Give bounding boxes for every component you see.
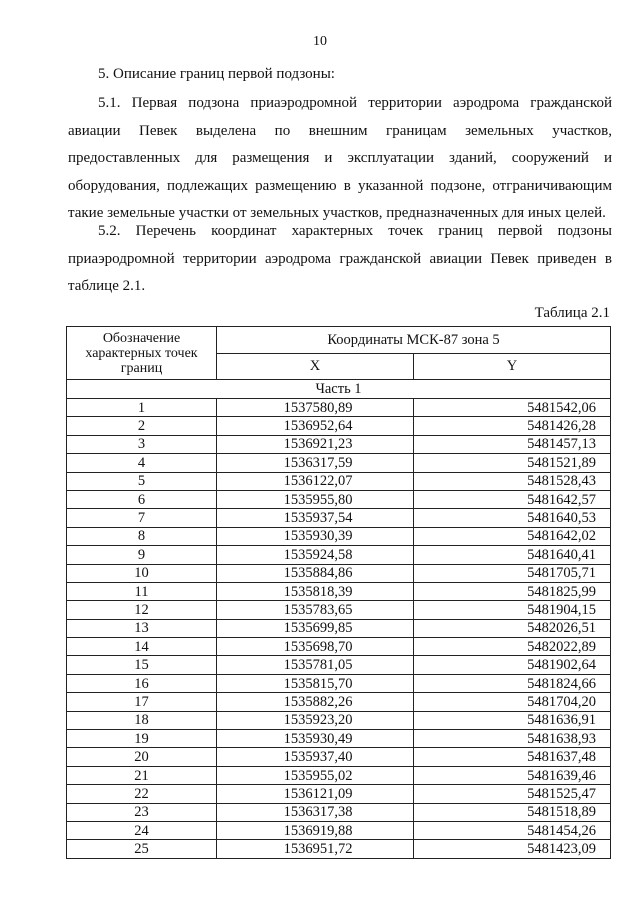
table-row [67, 730, 611, 748]
point-number-cell: 5 [67, 472, 217, 490]
table-row [67, 582, 611, 600]
point-number-cell: 7 [67, 509, 217, 527]
x-coordinate-cell: 1535930,49 [217, 730, 414, 748]
y-coordinate-cell: 5481642,02 [414, 527, 611, 545]
table-row [67, 546, 611, 564]
point-number-cell: 22 [67, 785, 217, 803]
x-coordinate-cell: 1535815,70 [217, 674, 414, 692]
y-coordinate-cell: 5481705,71 [414, 564, 611, 582]
table-row [67, 656, 611, 674]
point-number-cell: 8 [67, 527, 217, 545]
table-row [67, 785, 611, 803]
table-header-row [67, 327, 611, 354]
section-heading: 5. Описание границ первой подзоны: [98, 66, 335, 82]
table-row [67, 454, 611, 472]
paragraph-line: авиации Певек выделена по внешним границам земельных участков, [68, 122, 612, 139]
point-number-cell: 13 [67, 619, 217, 637]
paragraph-line: оборудования, подлежащих размещению в указанной подзоне, отграничивающим [68, 177, 612, 194]
y-coordinate-cell: 5481638,93 [414, 730, 611, 748]
point-number-cell: 17 [67, 693, 217, 711]
table-part-row [67, 380, 611, 399]
point-number-cell: 23 [67, 803, 217, 821]
point-number-cell: 1 [67, 399, 217, 417]
table-row [67, 399, 611, 417]
x-coordinate-cell: 1535930,39 [217, 527, 414, 545]
x-coordinate-cell: 1535698,70 [217, 638, 414, 656]
table-row [67, 490, 611, 508]
table-row [67, 711, 611, 729]
y-coordinate-cell: 5481902,64 [414, 656, 611, 674]
header-coordinates: Координаты МСК-87 зона 5 [217, 327, 611, 354]
table-row [67, 527, 611, 545]
point-number-cell: 6 [67, 490, 217, 508]
y-coordinate-cell: 5481542,06 [414, 399, 611, 417]
y-coordinate-cell: 5481640,53 [414, 509, 611, 527]
point-number-cell: 20 [67, 748, 217, 766]
y-coordinate-cell: 5481825,99 [414, 582, 611, 600]
table-row [67, 803, 611, 821]
x-coordinate-cell: 1536122,07 [217, 472, 414, 490]
table-caption: Таблица 2.1 [534, 305, 610, 321]
table-row [67, 821, 611, 839]
y-coordinate-cell: 5481454,26 [414, 821, 611, 839]
table-row [67, 417, 611, 435]
paragraph-5-2 [68, 218, 612, 301]
x-coordinate-cell: 1536317,59 [217, 454, 414, 472]
y-coordinate-cell: 5481426,28 [414, 417, 611, 435]
y-coordinate-cell: 5481642,57 [414, 490, 611, 508]
x-coordinate-cell: 1536317,38 [217, 803, 414, 821]
x-coordinate-cell: 1535783,65 [217, 601, 414, 619]
x-coordinate-cell: 1536121,09 [217, 785, 414, 803]
x-coordinate-cell: 1537580,89 [217, 399, 414, 417]
y-coordinate-cell: 5482022,89 [414, 638, 611, 656]
paragraph-line: таблице 2.1. [68, 278, 146, 294]
x-coordinate-cell: 1535955,02 [217, 766, 414, 784]
x-coordinate-cell: 1536919,88 [217, 821, 414, 839]
y-coordinate-cell: 5481528,43 [414, 472, 611, 490]
y-coordinate-cell: 5481704,20 [414, 693, 611, 711]
header-x: X [217, 354, 414, 380]
x-coordinate-cell: 1535924,58 [217, 546, 414, 564]
point-number-cell: 14 [67, 638, 217, 656]
y-coordinate-cell: 5481521,89 [414, 454, 611, 472]
table-row [67, 693, 611, 711]
header-y: Y [414, 354, 611, 380]
point-number-cell: 3 [67, 435, 217, 453]
x-coordinate-cell: 1535818,39 [217, 582, 414, 600]
x-coordinate-cell: 1535884,86 [217, 564, 414, 582]
paragraph-line: предоставленных для размещения и эксплуатации зданий, сооружений и [68, 150, 612, 166]
y-coordinate-cell: 5482026,51 [414, 619, 611, 637]
point-number-cell: 4 [67, 454, 217, 472]
y-coordinate-cell: 5481640,41 [414, 546, 611, 564]
point-number-cell: 10 [67, 564, 217, 582]
y-coordinate-cell: 5481639,46 [414, 766, 611, 784]
y-coordinate-cell: 5481518,89 [414, 803, 611, 821]
table-row [67, 619, 611, 637]
table-row [67, 601, 611, 619]
point-number-cell: 2 [67, 417, 217, 435]
x-coordinate-cell: 1535923,20 [217, 711, 414, 729]
table-row [67, 564, 611, 582]
table-row [67, 472, 611, 490]
table-row [67, 748, 611, 766]
point-number-cell: 25 [67, 840, 217, 858]
point-number-cell: 24 [67, 821, 217, 839]
x-coordinate-cell: 1536921,23 [217, 435, 414, 453]
table-row [67, 766, 611, 784]
point-number-cell: 15 [67, 656, 217, 674]
point-number-cell: 18 [67, 711, 217, 729]
paragraph-line: 5.2. Перечень координат характерных точек границ первой подзоны [98, 223, 612, 239]
y-coordinate-cell: 5481824,66 [414, 674, 611, 692]
y-coordinate-cell: 5481457,13 [414, 435, 611, 453]
paragraph-5-1 [68, 90, 612, 228]
paragraph-line: приаэродромной территории аэродрома гражданской авиации Певек приведен в [68, 250, 612, 267]
page-number: 10 [313, 34, 327, 49]
x-coordinate-cell: 1535955,80 [217, 490, 414, 508]
point-number-cell: 16 [67, 674, 217, 692]
table-row [67, 435, 611, 453]
x-coordinate-cell: 1535781,05 [217, 656, 414, 674]
x-coordinate-cell: 1536952,64 [217, 417, 414, 435]
y-coordinate-cell: 5481904,15 [414, 601, 611, 619]
point-number-cell: 21 [67, 766, 217, 784]
y-coordinate-cell: 5481525,47 [414, 785, 611, 803]
table-row [67, 840, 611, 858]
x-coordinate-cell: 1535699,85 [217, 619, 414, 637]
x-coordinate-cell: 1535937,40 [217, 748, 414, 766]
x-coordinate-cell: 1535882,26 [217, 693, 414, 711]
y-coordinate-cell: 5481636,91 [414, 711, 611, 729]
point-number-cell: 12 [67, 601, 217, 619]
coordinates-table [66, 326, 611, 859]
paragraph-line: такие земельные участки от земельных участков, предназначенных для иных целей. [68, 205, 606, 221]
part-label: Часть 1 [67, 380, 611, 399]
y-coordinate-cell: 5481423,09 [414, 840, 611, 858]
point-number-cell: 19 [67, 730, 217, 748]
table-row [67, 509, 611, 527]
table-row [67, 674, 611, 692]
y-coordinate-cell: 5481637,48 [414, 748, 611, 766]
x-coordinate-cell: 1536951,72 [217, 840, 414, 858]
table-row [67, 638, 611, 656]
paragraph-line: 5.1. Первая подзона приаэродромной территории аэродрома гражданской [98, 95, 612, 111]
point-number-cell: 11 [67, 582, 217, 600]
x-coordinate-cell: 1535937,54 [217, 509, 414, 527]
header-point-designation: Обозначение характерных точек границ [67, 327, 217, 380]
point-number-cell: 9 [67, 546, 217, 564]
